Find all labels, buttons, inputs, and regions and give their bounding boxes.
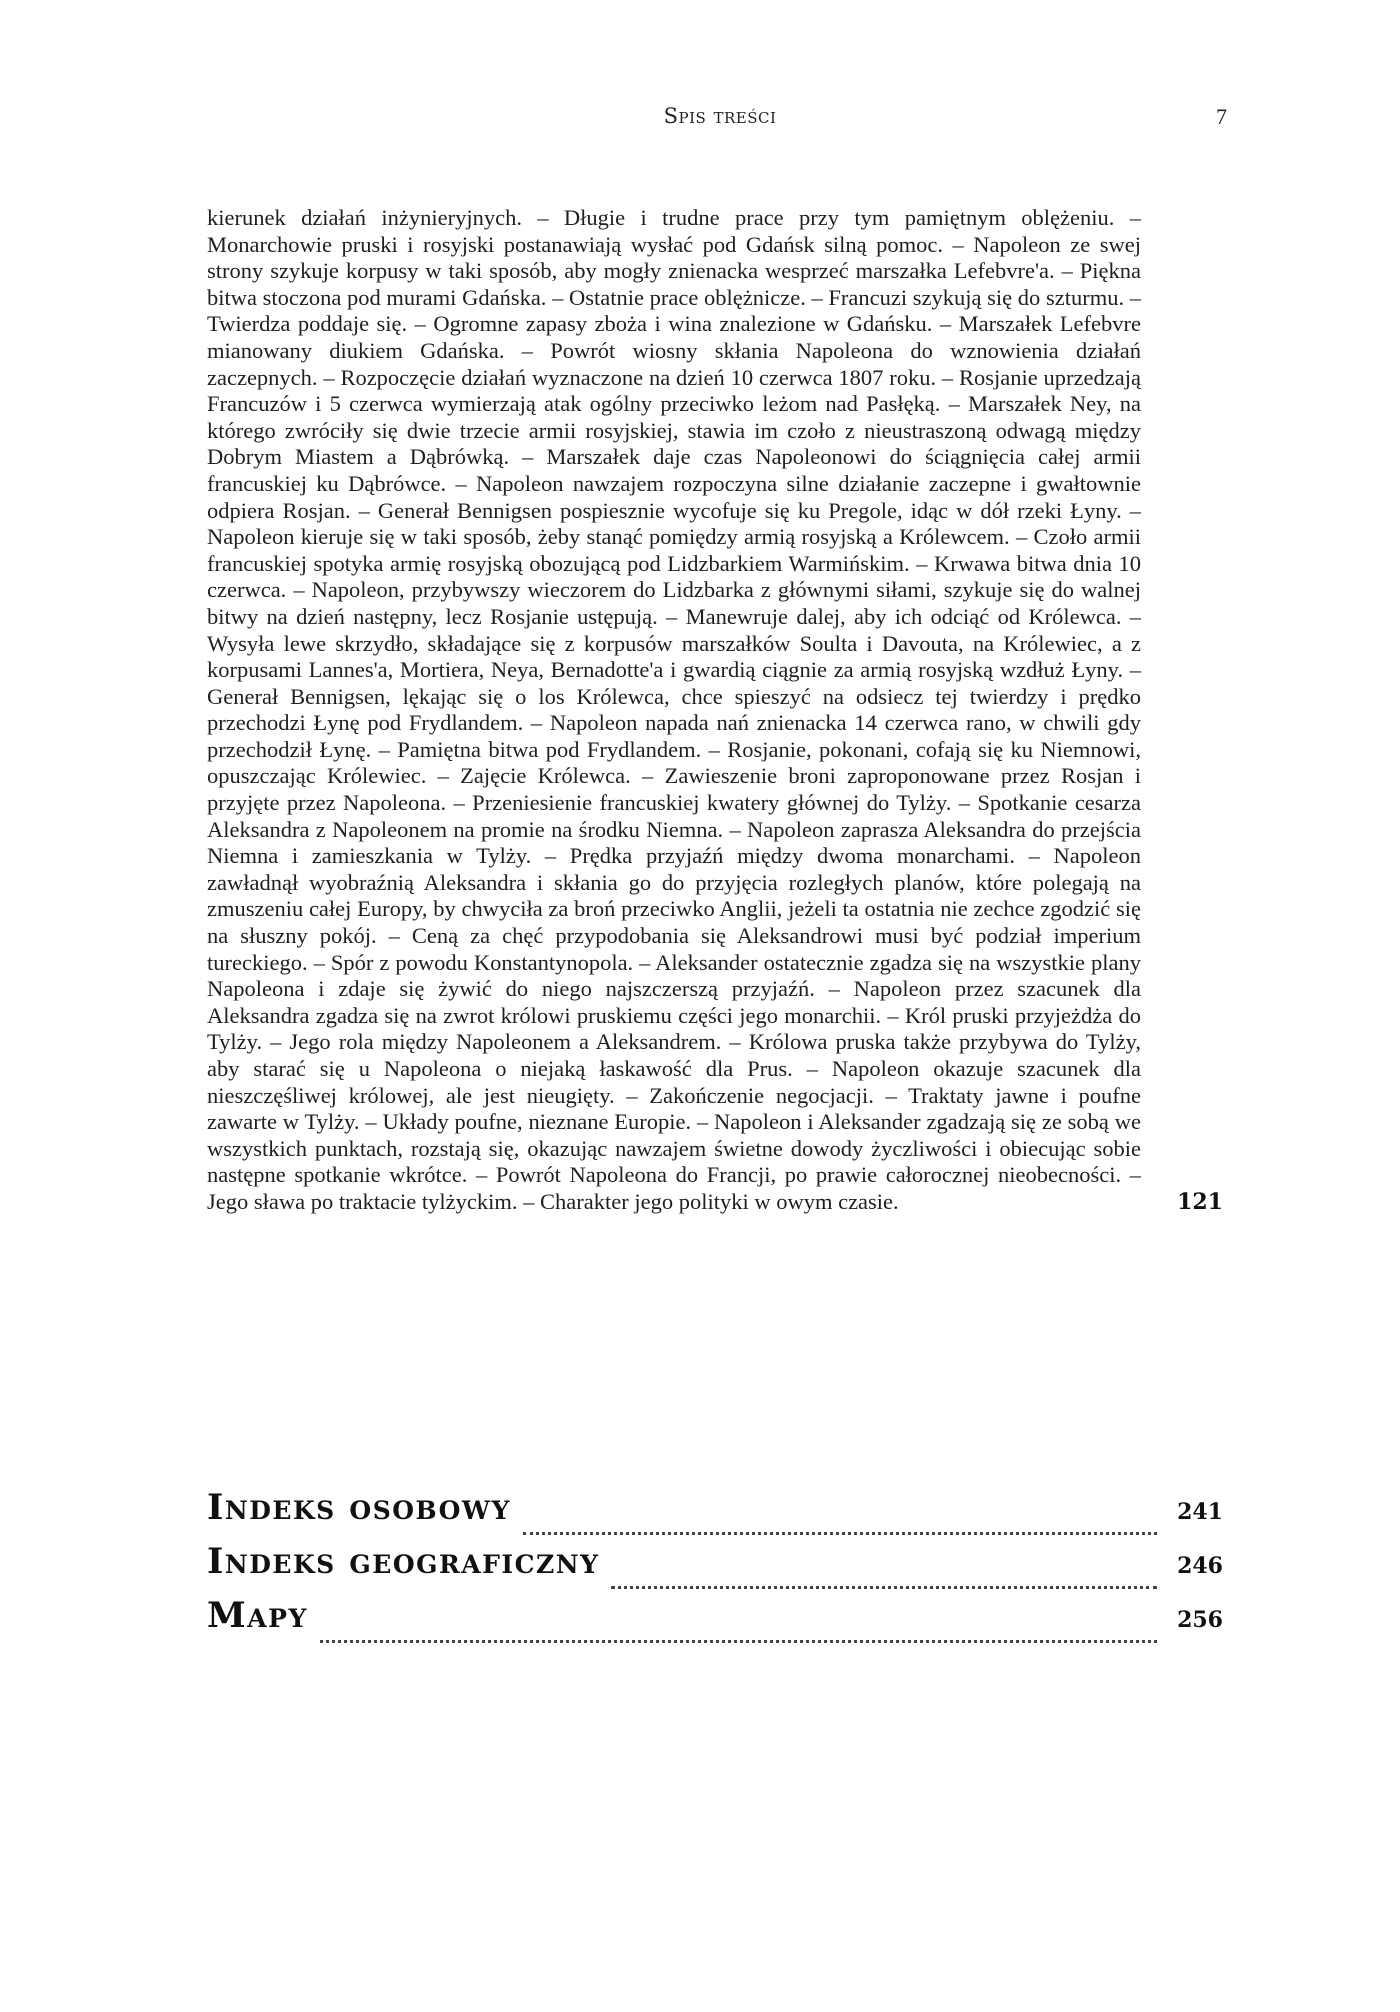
back-matter-list <box>207 1487 1223 1649</box>
toc-row-title: Indeks osobowy <box>207 1487 511 1528</box>
dot-leader <box>611 1586 1157 1589</box>
toc-row-title: Mapy <box>207 1595 308 1636</box>
running-title: Spis treści <box>663 104 777 128</box>
toc-entry-page: 121 <box>1177 1188 1223 1215</box>
toc-row-page: 246 <box>1177 1553 1223 1579</box>
toc-row-title: Indeks geograficzny <box>207 1541 600 1582</box>
toc-row-mapy[interactable] <box>207 1595 1223 1649</box>
toc-row-indeks-geograficzny[interactable] <box>207 1541 1223 1595</box>
dot-leader <box>523 1532 1157 1535</box>
toc-entry-continuation <box>207 205 1223 1216</box>
dot-leader <box>320 1640 1157 1643</box>
running-header <box>0 104 1400 134</box>
toc-row-page: 241 <box>1177 1499 1223 1525</box>
toc-row-page: 256 <box>1177 1607 1223 1633</box>
toc-row-indeks-osobowy[interactable] <box>207 1487 1223 1541</box>
page-number: 7 <box>1216 104 1227 129</box>
toc-entry-summary: kierunek działań inżynieryjnych. – Długie i trudne prace przy tym pamiętnym oblężeniu. – Monarchowie pruski i rosyjski postanawiają wysłać pod Gdańsk silną pomoc. – Napoleon ze swej strony szykuje korpusy w taki sposób, aby mogły znienacka wesprzeć marszałka Lefebvre'a. – Piękna bitwa stoczona pod murami Gdańska. – Ostatnie prace oblężnicze. – Francuzi szykują się do szturmu. – Twierdza poddaje się. – Ogromne zapasy zboża i wina znalezione w Gdańsku. – Marszałek Lefebvre mianowany diukiem Gdańska. – Powrót wiosny skłania Napoleona do wznowienia działań zaczepnych. – Rozpoczęcie działań wyznaczone na dzień 10 czerwca 1807 roku. – Rosjanie uprzedzają Francuzów i 5 czerwca wymierzają atak ogólny przeciwko leżom nad Pasłęką. – Marszałek Ney, na którego zwróciły się dwie trzecie armii rosyjskiej, stawia im czoło z nieustraszoną odwagą między Dobrym Miastem a Dąbrówką. – Marszałek daje czas Napoleonowi do ściągnięcia całej armii francuskiej ku Dąbrówce. – Napoleon nawzajem rozpoczyna silne działanie zaczepne i gwałtownie odpiera Rosjan. – Generał Bennigsen pospiesznie wycofuje się ku Pregole, idąc w dół rzeki Łyny. – Napoleon kieruje się w taki sposób, żeby stanąć pomiędzy armią rosyjską a Królewcem. – Czoło armii francuskiej spotyka armię rosyjską obozującą pod Lidzbarkiem Warmińskim. – Krwawa bitwa dnia 10 czerwca. – Napoleon, przybywszy wieczorem do Lidzbarka z głównymi siłami, szykuje się do walnej bitwy na dzień następny, lecz Rosjanie ustępują. – Manewruje dalej, aby ich odciąć od Królewca. – Wysyła lewe skrzydło, składające się z korpusów marszałków Soulta i Davouta, na Królewiec, a z korpusami Lannes'a, Mortiera, Neya, Bernadotte'a i gwardią ciągnie za armią rosyjską wzdłuż Łyny. – Generał Bennigsen, lękając się o los Królewca, chce spieszyć na odsiecz tej twierdzy i prędko przechodzi Łynę pod Frydlandem. – Napoleon napada nań znienacka 14 czerwca rano, w chwili gdy przechodził Łynę. – Pamiętna bitwa pod Frydlandem. – Rosjanie, pokonani, cofają się ku Niemnowi, opuszczając Królewiec. – Zajęcie Królewca. – Zawieszenie broni zaproponowane przez Rosjan i przyjęte przez Napoleona. – Przeniesienie francuskiej kwatery głównej do Tylży. – Spotkanie cesarza Aleksandra z Napoleonem na promie na środku Niemna. – Napoleon zaprasza Aleksandra do przejścia Niemna i zamieszkania w Tylży. – Prędka przyjaźń między dwoma monarchami. – Napoleon zawładnął wyobraźnią Aleksandra i skłania go do przyjęcia rozległych planów, które polegają na zmuszeniu całej Europy, by chwyciła za broń przeciwko Anglii, jeżeli ta ostatnia nie zechce zgodzić się na słuszny pokój. – Ceną za chęć przypodobania się Aleksandrowi musi być podział imperium tureckiego. – Spór z powodu Konstantynopola. – Aleksander ostatecznie zgadza się na wszystkie plany Napoleona i zdaje się żywić do niego najszczerszą przyjaźń. – Napoleon przez szacunek dla Aleksandra zgadza się na zwrot królowi pruskiemu części jego monarchii. – Król pruski przyjeżdża do Tylży. – Jego rola między Napoleonem a Aleksandrem. – Królowa pruska także przybywa do Tylży, aby starać się u Napoleona o niejaką łaskawość dla Prus. – Napoleon okazuje szacunek dla nieszczęśliwej królowej, ale jest nieugięty. – Zakończenie negocjacji. – Traktaty jawne i poufne zawarte w Tylży. – Układy poufne, nieznane Europie. – Napoleon i Aleksander zgadzają się ze sobą we wszystkich punktach, rozstają się, okazując nawzajem świetne dowody życzliwości i obiecując sobie następne spotkanie wkrótce. – Powrót Napoleona do Francji, po prawie całorocznej nieobecności. – Jego sława po traktacie tylżyckim. – Charakter jego polityki w owym czasie. <box>207 205 1141 1214</box>
